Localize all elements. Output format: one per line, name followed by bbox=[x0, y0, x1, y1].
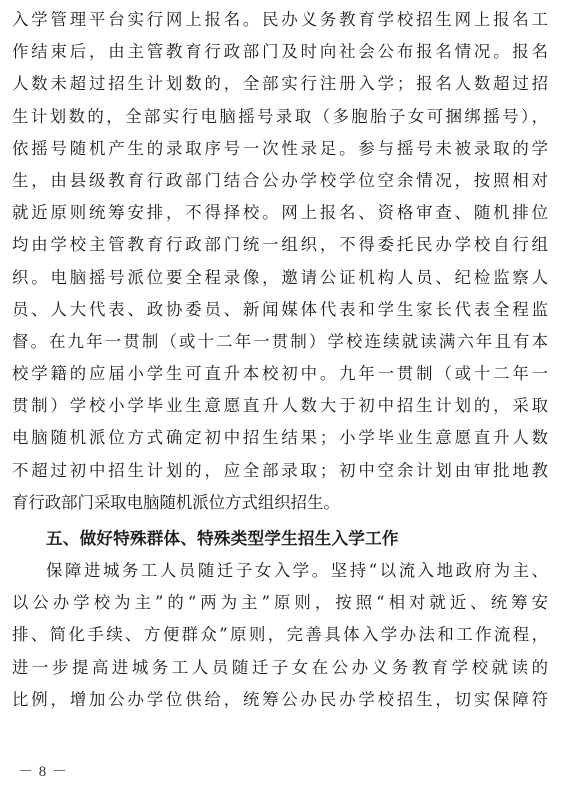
page-number: － 8 － bbox=[18, 764, 69, 780]
text-line: 作结束后，由主管教育行政部门及时向社会公布报名情况。报名 bbox=[12, 42, 548, 62]
text-line: 生计划数的，全部实行电脑摇号录取（多胞胎子女可捆绑摇号）， bbox=[12, 106, 548, 126]
text-line: 保障进城务工人员随迁子女入学。坚持“以流入地政府为主、 bbox=[46, 561, 548, 580]
text-line: 电脑随机派位方式确定初中招生结果；小学毕业生意愿直升人数 bbox=[12, 428, 548, 448]
text-line: 员、人大代表、政协委员、新闻媒体代表和学生家长代表全程监 bbox=[12, 299, 548, 319]
text-line: 生，由县级教育行政部门结合公办学校学位空余情况，按照相对 bbox=[12, 170, 548, 190]
text-line: 人数未超过招生计划数的，全部实行注册入学；报名人数超过招 bbox=[12, 74, 548, 94]
text-line: 就近原则统筹安排，不得择校。网上报名、资格审查、随机排位 bbox=[12, 203, 548, 223]
text-line: 排、简化手续、方便群众”原则，完善具体入学办法和工作流程， bbox=[12, 625, 548, 645]
section-heading: 五、做好特殊群体、特殊类型学生招生入学工作 bbox=[46, 529, 399, 548]
paragraph-migrant-children bbox=[12, 555, 548, 716]
text-line: 不超过初中招生计划的，应全部录取；初中空余计划由审批地教 bbox=[12, 460, 548, 480]
text-line: 校学籍的应届小学生可直升本校初中。九年一贯制（或十二年一 bbox=[12, 364, 548, 384]
paragraph-enrollment-rules bbox=[12, 4, 548, 519]
text-line: 均由学校主管教育行政部门统一组织，不得委托民办学校自行组 bbox=[12, 235, 548, 255]
text-line: 进一步提高进城务工人员随迁子女在公办义务教育学校就读的 bbox=[12, 657, 548, 677]
text-line: 贯制）学校小学毕业生意愿直升人数大于初中招生计划的，采取 bbox=[12, 396, 548, 416]
text-line: 比例，增加公办学位供给，统筹公办民办学校招生，切实保障符 bbox=[12, 689, 548, 709]
text-line: 督。在九年一贯制（或十二年一贯制）学校连续就读满六年且有本 bbox=[12, 331, 548, 351]
text-line: 依摇号随机产生的录取序号一次性录足。参与摇号未被录取的学 bbox=[12, 138, 548, 158]
text-line: 织。电脑摇号派位要全程录像，邀请公证机构人员、纪检监察人 bbox=[12, 267, 548, 287]
text-line: 以公办学校为主”的“两为主”原则，按照“相对就近、统筹安 bbox=[12, 593, 548, 613]
text-line: 育行政部门采取电脑随机派位方式组织招生。 bbox=[12, 492, 340, 512]
text-line: 入学管理平台实行网上报名。民办义务教育学校招生网上报名工 bbox=[12, 10, 548, 29]
